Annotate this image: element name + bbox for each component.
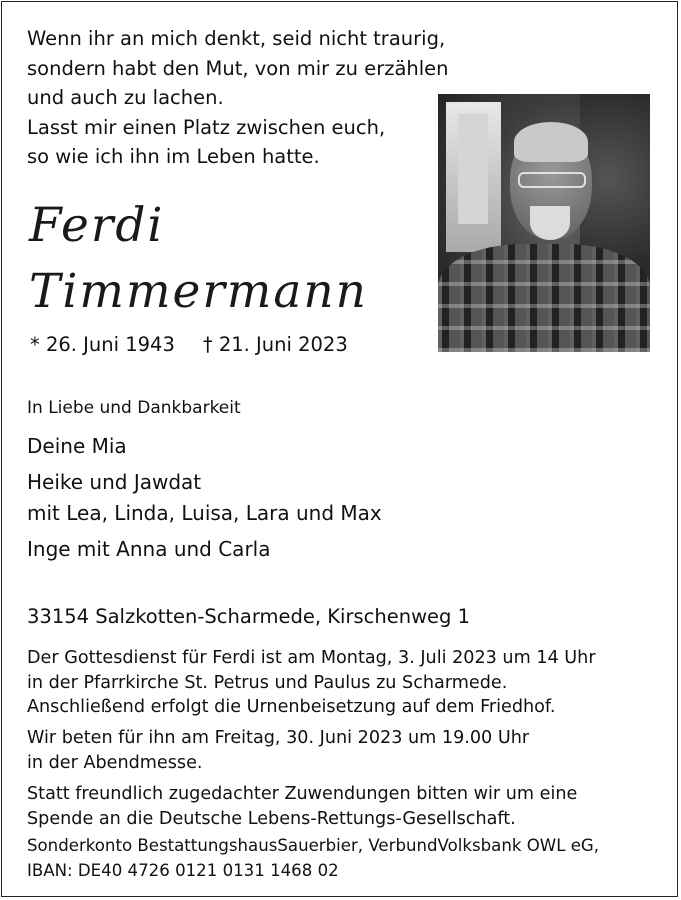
prayer-info (27, 726, 529, 775)
address: 33154 Salzkotten-Scharmede, Kirschenweg 1 (27, 605, 471, 628)
prayer-line: in der Abendmesse. (27, 752, 203, 773)
life-dates (30, 333, 348, 356)
mourner-line: Deine Mia (27, 434, 127, 458)
service-info (27, 646, 596, 720)
beard (530, 206, 570, 240)
last-name: Timmermann (29, 264, 368, 319)
service-line: Der Gottesdienst für Ferdi ist am Montag, 3. Juli 2023 um 14 Uhr (27, 648, 596, 668)
poem-line: Lasst mir einen Platz zwischen euch, (27, 115, 386, 139)
service-line: in der Pfarrkirche St. Petrus und Paulus zu Scharmede. (27, 672, 508, 693)
donation-line: Statt freundlich zugedachter Zuwendungen bitten wir um eine (27, 784, 578, 804)
mourner-line: mit Lea, Linda, Luisa, Lara und Max (27, 501, 382, 525)
first-name: Ferdi (29, 198, 165, 253)
bank-line: IBAN: DE40 4726 0121 0131 1468 02 (27, 861, 339, 880)
prayer-line: Wir beten für ihn am Freitag, 30. Juni 2023 um 19.00 Uhr (27, 728, 530, 748)
service-line: Anschließend erfolgt die Urnenbeisetzung auf dem Friedhof. (27, 697, 556, 717)
poem-line: so wie ich ihn im Leben hatte. (27, 145, 320, 168)
hair (514, 122, 588, 162)
glasses (518, 172, 586, 188)
donation-line: Spende an die Deutsche Lebens-Rettungs-Gesellschaft. (27, 808, 516, 829)
portrait-photo (438, 94, 650, 352)
window-pane (458, 114, 488, 224)
poem (27, 24, 449, 172)
poem-line: sondern habt den Mut, von mir zu erzählen (27, 56, 449, 80)
plaid-shirt (438, 244, 650, 352)
bank-line: Sonderkonto BestattungshausSauerbier, VerbundVolksbank OWL eG, (27, 836, 600, 855)
poem-line: und auch zu lachen. (27, 86, 224, 109)
birth-date: * 26. Juni 1943 (30, 333, 175, 356)
donation-info (27, 782, 577, 831)
mourner-line: Heike und Jawdat (27, 470, 202, 494)
bank-details (27, 833, 599, 883)
mourners-intro: In Liebe und Dankbarkeit (27, 398, 241, 418)
poem-line: Wenn ihr an mich denkt, seid nicht traurig, (27, 27, 446, 50)
death-date: † 21. Juni 2023 (202, 333, 348, 356)
mourner-line: Inge mit Anna und Carla (27, 537, 271, 561)
